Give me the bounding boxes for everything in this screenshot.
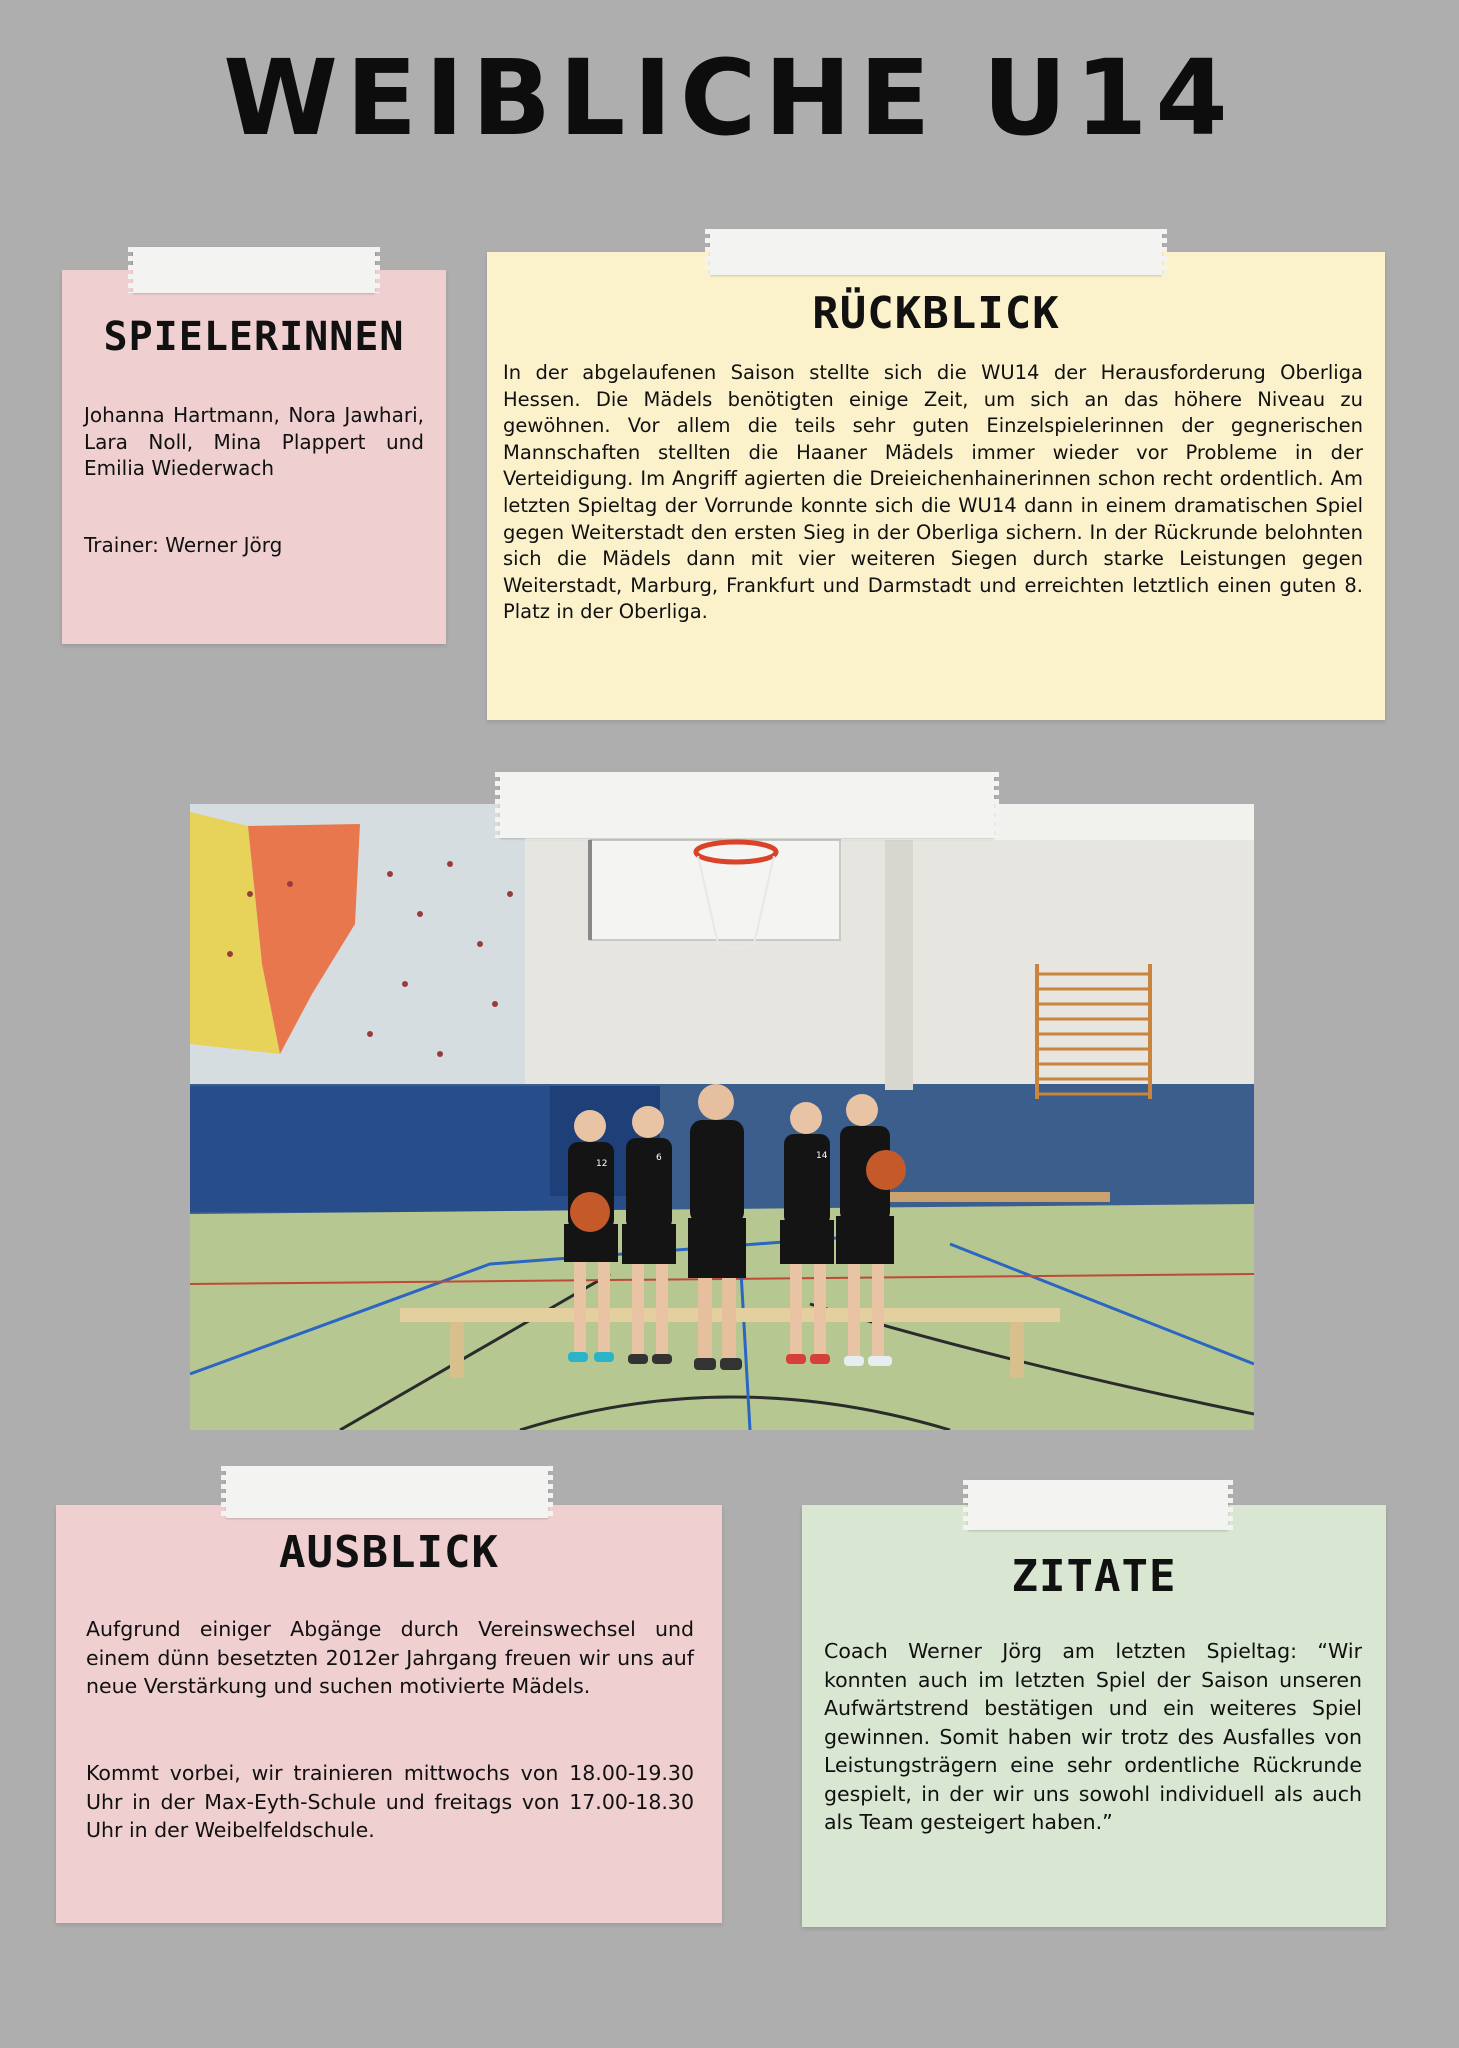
review-heading: RÜCKBLICK (812, 288, 1060, 339)
trainer-line: Trainer: Werner Jörg (84, 533, 283, 557)
players-list: Johanna Hartmann, Nora Jawhari, Lara Noll, Mina Plappert und Emilia Wiederwach (84, 403, 424, 480)
outlook-note (56, 1505, 722, 1923)
outlook-paragraph: Aufgrund einiger Abgänge durch Vereinswechsel und einem dünn besetzten 2012er Jahrgang freuen wir uns auf neue Verstärkung und suchen motivierte Mädels. (86, 1617, 694, 1698)
tape-strip (968, 1480, 1228, 1530)
tape-strip (133, 247, 375, 293)
quotes-heading: ZITATE (1011, 1551, 1177, 1602)
page-title: WEIBLICHE U14 (223, 37, 1236, 159)
tape-strip (226, 1466, 548, 1518)
tape-strip (710, 229, 1162, 275)
review-text: In der abgelaufenen Saison stellte sich die WU14 der Herausforderung Oberliga Hessen. Die Mädels benötigten einige Zeit, um sich an das höhere Niveau zu gewöhnen. Vor allem die teils sehr guten Einzelspielerinnen der gegnerischen Mannschaften stellten die Haaner Mädels immer wieder vor Probleme in der Verteidigung. Im Angriff agierten die Dreieichenhainerinnen schon recht ordentlich. Am letzten Spieltag der Vorrunde konnte sich die WU14 dann in einem dramatischen Spiel gegen Weiterstadt den ersten Sieg in der Oberliga sichern. In der Rückrunde belohnten sich die Mädels dann mit vier weiteren Siegen durch starke Leistungen gegen Weiterstadt, Marburg, Frankfurt und Darmstadt und erreichten letztlich einen guten 8. Platz in der Oberliga. (503, 361, 1363, 624)
jersey-number: 14 (816, 1151, 828, 1161)
training-times: Kommt vorbei, wir trainieren mittwochs von 18.00-19.30 Uhr in der Max-Eyth-Schule und freitags von 17.00-18.30 Uhr in der Weibelfeldschule. (86, 1761, 694, 1842)
players-heading: SPIELERINNEN (103, 314, 405, 360)
jersey-number: 6 (656, 1153, 662, 1163)
tape-strip (500, 772, 994, 838)
team-photo (190, 804, 1254, 1430)
players-note (62, 270, 446, 644)
outlook-heading: AUSBLICK (279, 1527, 499, 1578)
review-note (487, 252, 1385, 720)
coach-quote: Coach Werner Jörg am letzten Spieltag: “Wir konnten auch im letzten Spiel der Saison unseren Aufwärtstrend bestätigen und ein weiteres Spiel gewinnen. Somit haben wir trotz des Ausfalles von Leistungsträgern eine sehr ordentliche Rückrunde gespielt, in der wir uns sowohl individuell als auch als Team gesteigert haben.” (824, 1639, 1362, 1834)
quotes-note (802, 1505, 1386, 1927)
jersey-number: 12 (596, 1159, 608, 1169)
